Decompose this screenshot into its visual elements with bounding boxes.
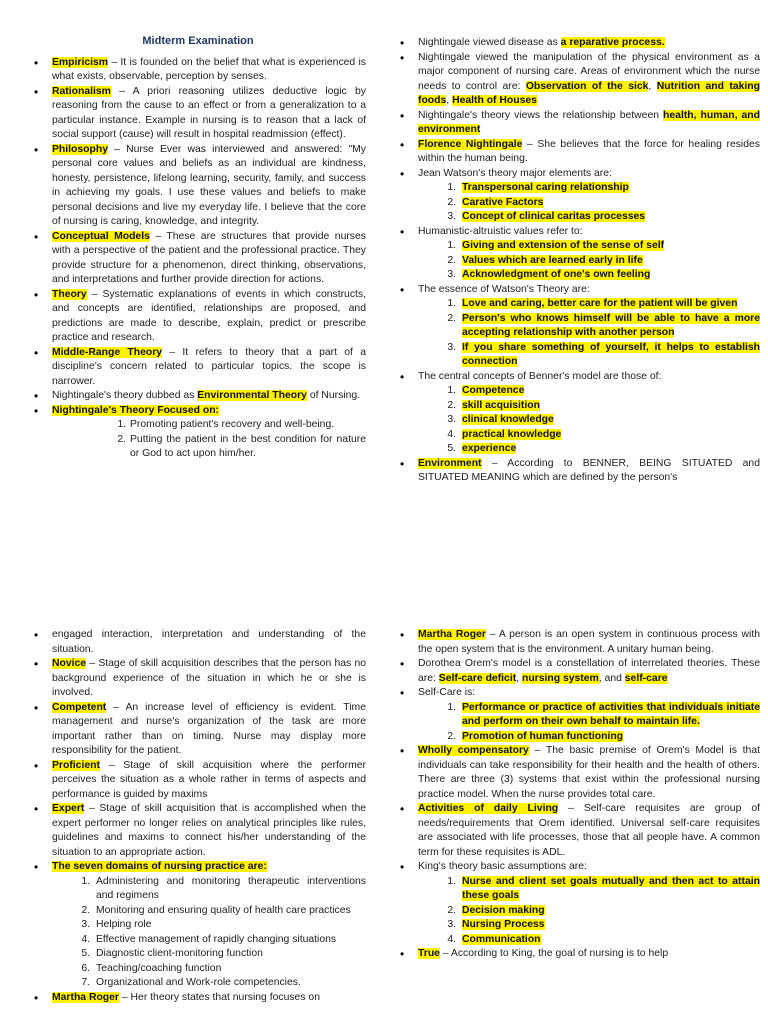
term-highlight: Wholly compensatory [418,745,529,756]
text: Jean Watson's theory major elements are: [418,167,612,179]
humanistic-list [418,239,760,283]
term-highlight: Theory [52,288,87,300]
item-text: Person's who knows himself will be able to have a more accepting relationship with another person [462,312,760,338]
text: – The basic premise of Orem's Model is that individuals can take responsibility for their health and the health of others. There are three (3) systems that exist within the professional nursing practice model. When the nurse provides total care. [418,745,760,800]
item-text: Promoting patient's recovery and well-being. [130,419,335,430]
list-item [30,701,366,759]
domains-list [52,875,366,991]
term-highlight: Nutrition and taking foods [418,80,761,106]
item-text: Diagnostic client-monitoring function [96,948,263,959]
list-item [396,138,760,167]
list-item [396,860,760,947]
list-item [30,85,366,143]
term-highlight: Philosophy [52,143,108,155]
text: – According to BENNER, BEING SITUATED and SITUATED MEANING which are defined by the person's [418,457,760,483]
term-highlight: Middle-Range Theory [52,346,163,358]
page-break [0,548,768,628]
numbered-item: 2. Values which are learned early in life [447,254,643,266]
numbered-item: 3. If you share something of yourself, it helps to establish connection [447,341,760,367]
list-item [30,759,366,803]
text: engaged interaction, interpretation and understanding of the situation. [52,629,366,655]
text: Humanistic-altruistic values refer to: [418,225,583,237]
list-item [30,346,366,390]
term-highlight: Empiricism [52,56,109,68]
text: The central concepts of Benner's model are those of: [418,370,662,382]
numbered-item: 1. Nurse and client set goals mutually and then act to attain these goals [447,875,760,901]
text: – An increase level of efficiency is evident. Time management and nurse's organization of the task are more important rather than on timing. Nurse may display more responsibility for the patient. [52,701,366,756]
term-highlight: Rationalism [52,85,111,97]
text: Nightingale viewed the manipulation of the physical environment as a major component of nursing care. Areas of environment which the nurse needs to control are: [418,51,760,92]
item-text: Performance or practice of activities that individuals initiate and perform on their own behalf to maintain life. [462,701,760,727]
numbered-item: 3. clinical knowledge [447,414,554,425]
text: – Stage of skill acquisition where the performer perceives the situation as a whole rather in terms of aspects and performance is guided by maxims [52,759,366,800]
term-highlight: Expert [52,803,85,814]
definition-text: – It refers to theory that a part of a discipline's concern related to particular topics. the scope is narrower. [52,346,366,387]
list-item [30,389,366,404]
definition-text: – Nurse Ever was interviewed and answered: "My personal core values and beliefs as an individual are kindness, honesty, persistence, lifelong learning, security, family, and success in achieving my goals. I use these values and beliefs to make personal decisions and live my everyday life. I believe that the core of nursing is caring, knowledge, and integrity. [52,143,366,227]
numbered-item: 1. Performance or practice of activities that individuals initiate and perform on their own behalf to maintain life. [447,701,760,727]
term-highlight: Competent [52,701,107,713]
numbered-item: 5. experience [447,443,517,454]
item-text: If you share something of yourself, it helps to establish connection [462,341,760,367]
definitions-list-1 [30,56,366,462]
item-text: Helping role [96,919,152,930]
item-text: Competence [462,385,525,396]
list-item [396,36,760,51]
numbered-item: 1. Competence [447,385,525,396]
continued-text [30,628,366,657]
page-title: Midterm Examination [142,35,254,47]
term-highlight: True [418,948,440,959]
list-item [30,230,366,288]
list-item [396,370,760,457]
numbered-item: 3. Acknowledgment of one's own feeling [447,269,651,280]
item-text: Communication [462,933,541,945]
definition-text: – Systematic explanations of events in which constructs, and concepts are identified, relationships are proposed, and predictions are made to describe, explain, predict or prescribe practice and research. [52,288,366,343]
list-item [396,686,760,744]
term-highlight: Martha Roger [418,629,486,640]
definitions-list-3 [30,628,366,1005]
numbered-item: 1. Promoting patient's recovery and well-being. [117,419,335,430]
item-text: Putting the patient in the best condition for nature or God to act upon him/her. [130,433,366,459]
item-text: Acknowledgment of one's own feeling [462,269,651,280]
term-highlight: Observation of the sick [525,80,649,92]
numbered-item: 5. Diagnostic client-monitoring function [81,948,263,959]
item-text: Monitoring and ensuring quality of health care practices [96,904,351,916]
term-highlight: Martha Roger [52,991,119,1003]
item-text: clinical knowledge [462,414,554,425]
definitions-list-2 [396,36,760,486]
item-text: Promotion of human functioning [462,730,624,742]
text: – She believes that the force for healing resides within the human being. [418,138,760,164]
numbered-item: 4. Effective management of rapidly changing situations [81,933,337,945]
list-item [396,947,760,962]
numbered-item: 2. Person's who knows himself will be able to have a more accepting relationship with another person [447,312,760,338]
numbered-item: 3. Nursing Process [447,919,545,930]
watson-list [418,181,760,225]
text: – According to King, the goal of nursing is to help [439,948,669,959]
text: The essence of Watson's Theory are: [418,283,590,295]
term-highlight: Environment [418,457,482,469]
numbered-item: 1. Administering and monitoring therapeutic interventions and regimens [81,875,366,901]
numbered-item: 4. practical knowledge [447,428,562,440]
term-highlight: nursing system [521,672,599,684]
term-highlight: Environmental Theory [197,390,307,401]
column-bottom-left [30,628,366,1005]
item-text: Decision making [462,904,545,916]
list-item [30,56,366,85]
list-item [30,143,366,230]
numbered-item: 1. Love and caring, better care for the patient will be given [447,298,738,309]
column-bottom-right [396,628,760,962]
definitions-list-4 [396,628,760,962]
text: Nightingale's theory views the relationship between [418,109,664,121]
term-highlight: Proficient [52,759,100,771]
numbered-item: 2. Decision making [447,904,545,916]
term-highlight: Self-care deficit [438,672,517,684]
item-text: Nurse and client set goals mutually and then act to attain these goals [462,875,760,901]
selfcare-list [418,701,760,745]
term-highlight: Activities of daily Living [418,803,559,814]
item-text: Nursing Process [462,919,545,930]
list-item [396,802,760,860]
item-text: Administering and monitoring therapeutic interventions and regimens [96,875,366,901]
term-highlight: Health of Houses [452,95,537,106]
text: King's theory basic assumptions are: [418,861,587,872]
item-text: Concept of clinical caritas processes [462,211,646,222]
numbered-item: 4. Communication [447,933,541,945]
list-item [30,991,366,1006]
list-item [30,657,366,701]
item-text: skill acquisition [462,399,540,411]
text: – A person is an open system in continuous process with the open system that is the environment. A unitary human being. [418,629,760,655]
text: Dorothea Orem's model is a constellation of interrelated theories. These are: [418,658,760,684]
definition-text: – It is founded on the belief that what is experienced is what exists, observable, perception by senses. [52,56,366,82]
list-item [396,744,760,802]
list-item: • Nightingale viewed the manipulation of the physical environment as a major component of nursing care. Areas of environment which the nurse needs to control are: Observation of the sick, Nutrition and taking foods, Health of Houses [396,51,760,109]
text: – Stage of skill acquisition describes that the person has no background experience of the situation in which he or she is involved. [52,658,366,698]
numbered-item: 2. skill acquisition [447,399,540,411]
item-text: Giving and extension of the sense of self [462,240,665,251]
list-item [396,457,760,486]
text: Self-Care is: [418,687,476,698]
text: – Stage of skill acquisition that is accomplished when the expert performer no longer relies on analytical principles like rules, guidelines and maxims to connect his/her understanding of the situation to an appropriate action. [52,803,366,858]
text: of Nursing. [306,390,361,401]
item-text: Love and caring, better care for the patient will be given [462,298,738,309]
definition-text: – A priori reasoning utilizes deductive logic by reasoning from the cause to an effect or from a generalization to a particular instance. Example in nursing is to reason that a lack of social support (cause) will result in hospital readmission (effect). [52,85,366,140]
item-text: Carative Factors [462,196,544,208]
item-text: experience [462,443,517,454]
column-top-left [30,34,366,462]
text: – Her theory states that nursing focuses on [118,991,320,1003]
term-highlight: self-care [624,672,668,684]
list-item [396,628,760,657]
focus-list [52,418,366,462]
item-text: Organizational and Work-role competencies. [96,977,301,988]
numbered-item: 7. Organizational and Work-role competencies. [81,977,301,988]
numbered-item: 1. Transpersonal caring relationship [447,182,629,193]
term-highlight: health, human, and environment [418,109,760,135]
numbered-item: 3. Helping role [81,919,152,930]
text: Nightingale viewed disease as [418,37,561,48]
definition-text: – These are structures that provide nurses with a perspective of the patient and the professional practice. They provide structure for a phenomenon, direct thinking, observations, and interpretations and further provide direction for actions. [52,230,366,285]
heading-highlight: Nightingale's Theory Focused on: [52,404,220,416]
list-item [30,288,366,346]
list-item [396,109,760,138]
numbered-item: 2. Putting the patient in the best condition for nature or God to act upon him/her. [117,433,366,459]
numbered-item: 6. Teaching/coaching function [81,962,222,974]
essence-list [418,297,760,370]
term-highlight: Florence Nightingale [418,138,523,150]
item-text: Effective management of rapidly changing situations [96,933,337,945]
term-highlight: Novice [52,658,87,669]
list-item [30,802,366,860]
text: Nightingale's theory dubbed as [52,390,198,401]
item-text: practical knowledge [462,428,562,440]
list-item [396,167,760,225]
numbered-item: 3. Concept of clinical caritas processes [447,211,646,222]
list-item [30,404,366,462]
numbered-item: 1. Giving and extension of the sense of self [447,240,665,251]
heading-highlight: The seven domains of nursing practice are: [52,861,267,872]
text: , and [598,672,625,684]
numbered-item: 2. Promotion of human functioning [447,730,624,742]
list-item [396,283,760,370]
text: – Self-care requisites are group of needs/requirements that Orem identified. Universal self-care requisites are associated with life processes, those that all people have. A common term for these requisites is ADL. [418,803,760,858]
item-text: Transpersonal caring relationship [462,182,629,193]
item-text: Values which are learned early in life [462,254,643,266]
list-item: • Dorothea Orem's model is a constellation of interrelated theories. These are: Self-care deficit, nursing system, and self-care [396,657,760,686]
term-highlight: a reparative process. [560,37,665,48]
list-item [396,225,760,283]
column-top-right [396,36,760,486]
item-text: Teaching/coaching function [96,962,222,974]
term-highlight: Conceptual Models [52,230,150,242]
numbered-item: 2. Monitoring and ensuring quality of health care practices [81,904,351,916]
king-list [418,875,760,948]
benner-list [418,384,760,457]
list-item [30,860,366,991]
numbered-item: 2. Carative Factors [447,196,544,208]
